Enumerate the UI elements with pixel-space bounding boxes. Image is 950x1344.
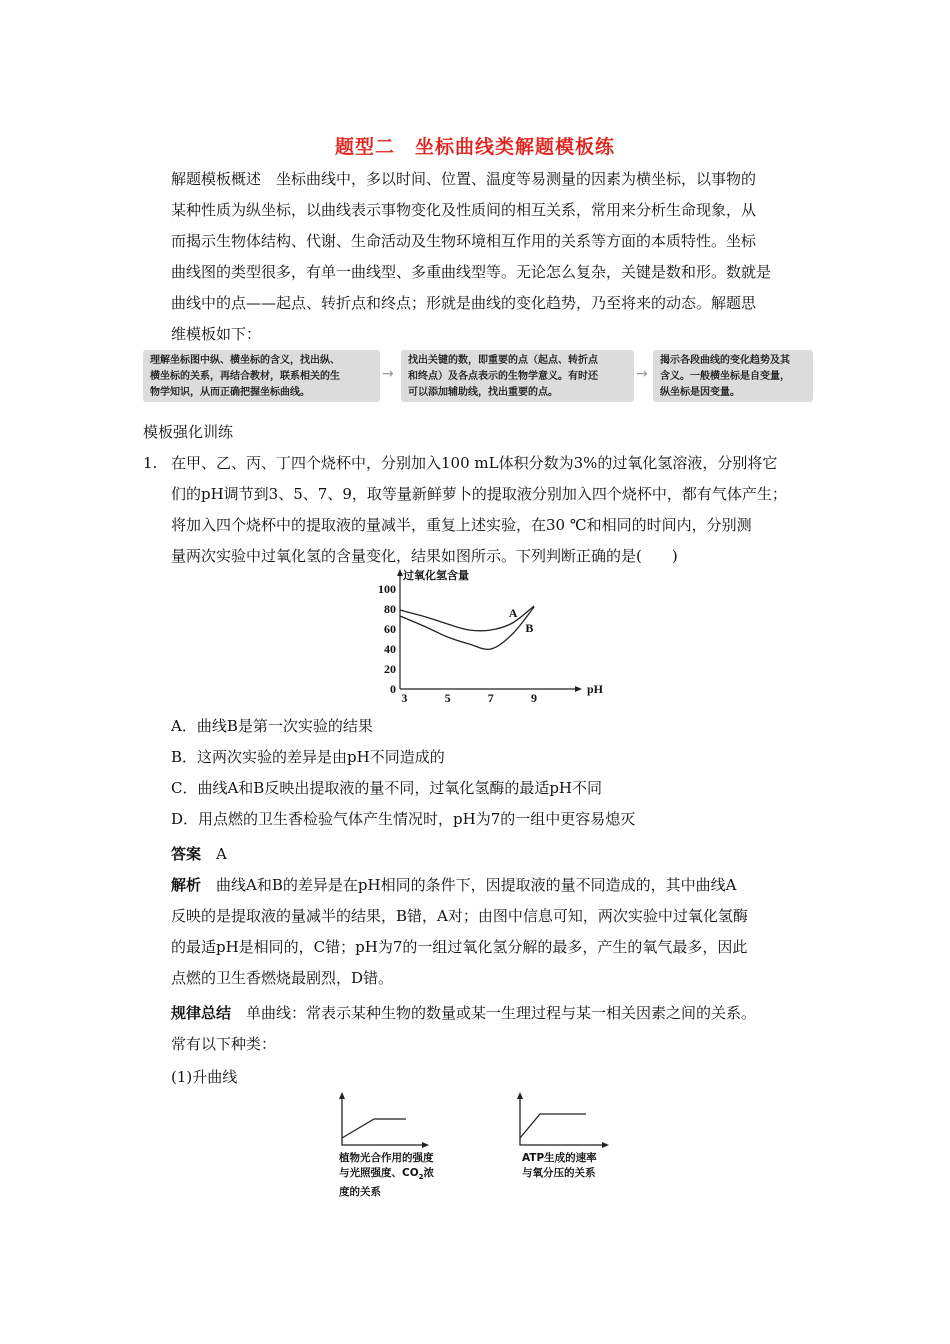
question-line-2: 们的pH调节到3、5、7、9，取等量新鲜萝卜的提取液分别加入四个烧杯中，都有气体产生； bbox=[171, 485, 787, 503]
x-axis-arrow-icon bbox=[575, 686, 582, 692]
hydrogen-peroxide-chart bbox=[360, 566, 604, 706]
arrow-head-icon bbox=[517, 1092, 523, 1099]
light-intensity-graph bbox=[330, 1090, 430, 1150]
summary-line-1: 规律总结 单曲线：常表示某种生物的数量或某一生理过程与某一相关因素之间的关系。 bbox=[171, 1004, 757, 1022]
section-label: 模板强化训练 bbox=[143, 423, 234, 441]
overview-line-2: 某种性质为纵坐标，以曲线表示事物变化及性质间的相互关系，常用来分析生命现象，从 bbox=[171, 201, 757, 219]
y-tick-label: 20 bbox=[384, 662, 396, 676]
rising-plateau-curve bbox=[520, 1114, 586, 1138]
y-tick-label: 80 bbox=[384, 602, 396, 616]
option-a: A．曲线B是第一次实验的结果 bbox=[171, 717, 373, 735]
analysis-line-2: 反映的是提取液的量减半的结果，B错，A对；由图中信息可知，两次实验中过氧化氢酶 bbox=[171, 907, 748, 925]
curve-b-label: B bbox=[525, 621, 534, 635]
option-c: C．曲线A和B反映出提取液的量不同，过氧化氢酶的最适pH不同 bbox=[171, 779, 603, 797]
option-b: B．这两次实验的差异是由pH不同造成的 bbox=[171, 748, 445, 766]
answer-label: 答案 bbox=[171, 845, 202, 863]
summary-label: 规律总结 bbox=[171, 1004, 232, 1022]
overview-line-4: 曲线图的类型很多，有单一曲线型、多重曲线型等。无论怎么复杂，关键是数和形。数就是 bbox=[171, 263, 772, 281]
curve-a-label: A bbox=[508, 606, 518, 620]
graph-axes bbox=[520, 1096, 605, 1145]
graph-axes bbox=[342, 1096, 425, 1145]
answer-value: A bbox=[216, 845, 227, 863]
option-d: D．用点燃的卫生香检验气体产生情况时，pH为7的一组中更容易熄灭 bbox=[171, 810, 636, 828]
x-tick-label: 9 bbox=[531, 691, 538, 705]
flow-box-1: 理解坐标图中纵、横坐标的含义，找出纵、 横坐标的关系，再结合教材，联系相关的生 物学知识，从而正确把握坐标曲线。 bbox=[143, 350, 380, 402]
graph-caption-2: ATP生成的速率 与氧分压的关系 bbox=[522, 1152, 597, 1179]
arrow-head-icon bbox=[602, 1142, 609, 1148]
overview-line-3: 而揭示生物体结构、代谢、生命活动及生物环境相互作用的关系等方面的本质特性。坐标 bbox=[171, 232, 757, 250]
x-axis-label: pH bbox=[587, 682, 604, 696]
overview-line-6: 维模板如下： bbox=[171, 325, 262, 343]
question-number: 1. bbox=[143, 454, 158, 472]
overview-line-1: 解题模板概述 坐标曲线中，多以时间、位置、温度等易测量的因素为横坐标，以事物的 bbox=[171, 170, 757, 188]
analysis-line-3: 的最适pH是相同的，C错；pH为7的一组过氧化氢分解的最多，产生的氧气最多，因此 bbox=[171, 938, 748, 956]
question-line-4: 量两次实验中过氧化氢的含量变化，结果如图所示。下列判断正确的是( ) bbox=[171, 547, 678, 565]
y-tick-label: 60 bbox=[384, 622, 396, 636]
y-axis-label: 过氧化氢含量 bbox=[403, 569, 469, 582]
analysis-label: 解析 bbox=[171, 876, 202, 894]
question-line-3: 将加入四个烧杯中的提取液的量减半，重复上述实验，在30 ℃和相同的时间内，分别测 bbox=[171, 516, 752, 534]
graph-caption-1: 植物光合作用的强度 与光照强度、$CO_2$浓 度的关系 bbox=[339, 1152, 435, 1199]
summary-line-2: 常有以下种类： bbox=[171, 1035, 277, 1053]
analysis-line-4: 点燃的卫生香燃烧最剧烈，D错。 bbox=[171, 969, 394, 987]
y-tick-label: 100 bbox=[378, 582, 396, 596]
rising-plateau-curve bbox=[342, 1119, 406, 1138]
analysis-line-1: 解析 曲线A和B的差异是在pH相同的条件下，因提取液的量不同造成的，其中曲线A bbox=[171, 876, 737, 894]
overview-label: 解题模板概述 bbox=[171, 170, 262, 188]
flow-arrow-icon: → bbox=[382, 366, 394, 382]
flow-arrow-icon: → bbox=[636, 366, 648, 382]
x-tick-label: 3 bbox=[401, 691, 408, 705]
arrow-head-icon bbox=[339, 1092, 345, 1099]
y-tick-label: 0 bbox=[390, 682, 396, 696]
question-line-1: 在甲、乙、丙、丁四个烧杯中，分别加入100 mL体积分数为3%的过氧化氢溶液，分别将它 bbox=[171, 454, 778, 472]
oxygen-pressure-graph bbox=[510, 1090, 610, 1150]
summary-item-1: (1)升曲线 bbox=[171, 1068, 238, 1086]
x-tick-label: 5 bbox=[444, 691, 451, 705]
page-title: 题型二 坐标曲线类解题模板练 bbox=[334, 136, 615, 158]
flow-box-2: 找出关键的数，即重要的点（起点、转折点 和终点）及各点表示的生物学意义。有时还 可以添加辅助线，找出重要的点。 bbox=[401, 350, 634, 402]
answer-line bbox=[171, 839, 227, 870]
y-tick-label: 40 bbox=[384, 642, 396, 656]
arrow-head-icon bbox=[422, 1142, 429, 1148]
x-tick-label: 7 bbox=[487, 691, 494, 705]
flow-box-3: 揭示各段曲线的变化趋势及其 含义。一般横坐标是自变量， 纵坐标是因变量。 bbox=[653, 350, 813, 402]
overview-line-5: 曲线中的点——起点、转折点和终点；形就是曲线的变化趋势，乃至将来的动态。解题思 bbox=[171, 294, 757, 312]
